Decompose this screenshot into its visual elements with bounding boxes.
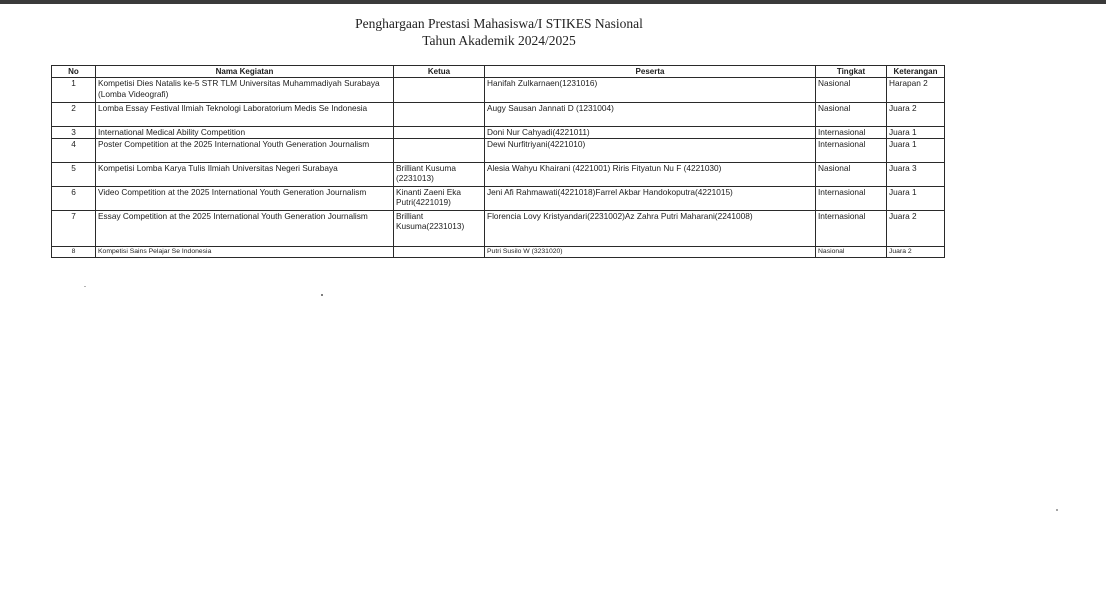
cell-peserta: Alesia Wahyu Khairani (4221001) Riris Fityatun Nu F (4221030) <box>485 162 816 186</box>
cell-no: 8 <box>52 246 96 257</box>
cell-tingkat: Internasional <box>816 138 887 162</box>
header-tingkat: Tingkat <box>816 66 887 78</box>
cell-keterangan: Juara 2 <box>887 210 945 246</box>
cell-peserta: Putri Susilo W (3231020) <box>485 246 816 257</box>
cell-ketua <box>394 138 485 162</box>
table-row <box>52 186 945 210</box>
cell-keterangan: Juara 2 <box>887 103 945 127</box>
cell-tingkat: Nasional <box>816 103 887 127</box>
cell-peserta: Jeni Afi Rahmawati(4221018)Farrel Akbar Handokoputra(4221015) <box>485 186 816 210</box>
scan-speck <box>1056 509 1058 511</box>
scan-speck <box>84 286 86 287</box>
header-no: No <box>52 66 96 78</box>
cell-peserta: Augy Sausan Jannati D (1231004) <box>485 103 816 127</box>
cell-keterangan: Juara 1 <box>887 138 945 162</box>
cell-nama-kegiatan: International Medical Ability Competition <box>96 127 394 139</box>
cell-ketua <box>394 246 485 257</box>
cell-no: 1 <box>52 78 96 103</box>
cell-keterangan: Juara 1 <box>887 127 945 139</box>
table-row <box>52 162 945 186</box>
document-title-block <box>300 15 698 49</box>
cell-no: 4 <box>52 138 96 162</box>
cell-tingkat: Nasional <box>816 246 887 257</box>
scan-speck <box>321 294 323 296</box>
cell-ketua: Brilliant Kusuma (2231013) <box>394 162 485 186</box>
header-keterangan: Keterangan <box>887 66 945 78</box>
cell-peserta: Hanifah Zulkarnaen(1231016) <box>485 78 816 103</box>
cell-no: 5 <box>52 162 96 186</box>
table-row <box>52 127 945 139</box>
cell-peserta: Doni Nur Cahyadi(4221011) <box>485 127 816 139</box>
document-subtitle: Tahun Akademik 2024/2025 <box>422 33 576 48</box>
cell-nama-kegiatan: Kompetisi Lomba Karya Tulis Ilmiah Universitas Negeri Surabaya <box>96 162 394 186</box>
cell-keterangan: Juara 3 <box>887 162 945 186</box>
cell-peserta: Dewi Nurfitriyani(4221010) <box>485 138 816 162</box>
table-row <box>52 246 945 257</box>
cell-nama-kegiatan: Lomba Essay Festival Ilmiah Teknologi Laboratorium Medis Se Indonesia <box>96 103 394 127</box>
table-row <box>52 138 945 162</box>
cell-keterangan: Juara 1 <box>887 186 945 210</box>
cell-peserta: Florencia Lovy Kristyandari(2231002)Az Zahra Putri Maharani(2241008) <box>485 210 816 246</box>
header-ketua: Ketua <box>394 66 485 78</box>
cell-nama-kegiatan: Video Competition at the 2025 International Youth Generation Journalism <box>96 186 394 210</box>
table-header-row <box>52 66 945 78</box>
cell-no: 3 <box>52 127 96 139</box>
cell-no: 6 <box>52 186 96 210</box>
cell-tingkat: Nasional <box>816 162 887 186</box>
cell-ketua: Brilliant Kusuma(2231013) <box>394 210 485 246</box>
table-row <box>52 210 945 246</box>
achievement-table <box>51 65 945 258</box>
header-peserta: Peserta <box>485 66 816 78</box>
cell-nama-kegiatan: Kompetisi Dies Natalis ke-5 STR TLM Universitas Muhammadiyah Surabaya (Lomba Videografi) <box>96 78 394 103</box>
cell-ketua <box>394 78 485 103</box>
cell-tingkat: Internasional <box>816 127 887 139</box>
cell-nama-kegiatan: Poster Competition at the 2025 International Youth Generation Journalism <box>96 138 394 162</box>
cell-ketua: Kinanti Zaeni Eka Putri(4221019) <box>394 186 485 210</box>
cell-nama-kegiatan: Essay Competition at the 2025 International Youth Generation Journalism <box>96 210 394 246</box>
table-row <box>52 103 945 127</box>
cell-tingkat: Internasional <box>816 186 887 210</box>
header-nama-kegiatan: Nama Kegiatan <box>96 66 394 78</box>
cell-tingkat: Nasional <box>816 78 887 103</box>
scan-top-edge <box>0 0 1106 4</box>
cell-ketua <box>394 103 485 127</box>
cell-tingkat: Internasional <box>816 210 887 246</box>
document-title: Penghargaan Prestasi Mahasiswa/I STIKES Nasional <box>355 16 643 31</box>
cell-nama-kegiatan: Kompetisi Sains Pelajar Se Indonesia <box>96 246 394 257</box>
cell-no: 2 <box>52 103 96 127</box>
cell-keterangan: Juara 2 <box>887 246 945 257</box>
table-row <box>52 78 945 103</box>
cell-keterangan: Harapan 2 <box>887 78 945 103</box>
cell-ketua <box>394 127 485 139</box>
cell-no: 7 <box>52 210 96 246</box>
